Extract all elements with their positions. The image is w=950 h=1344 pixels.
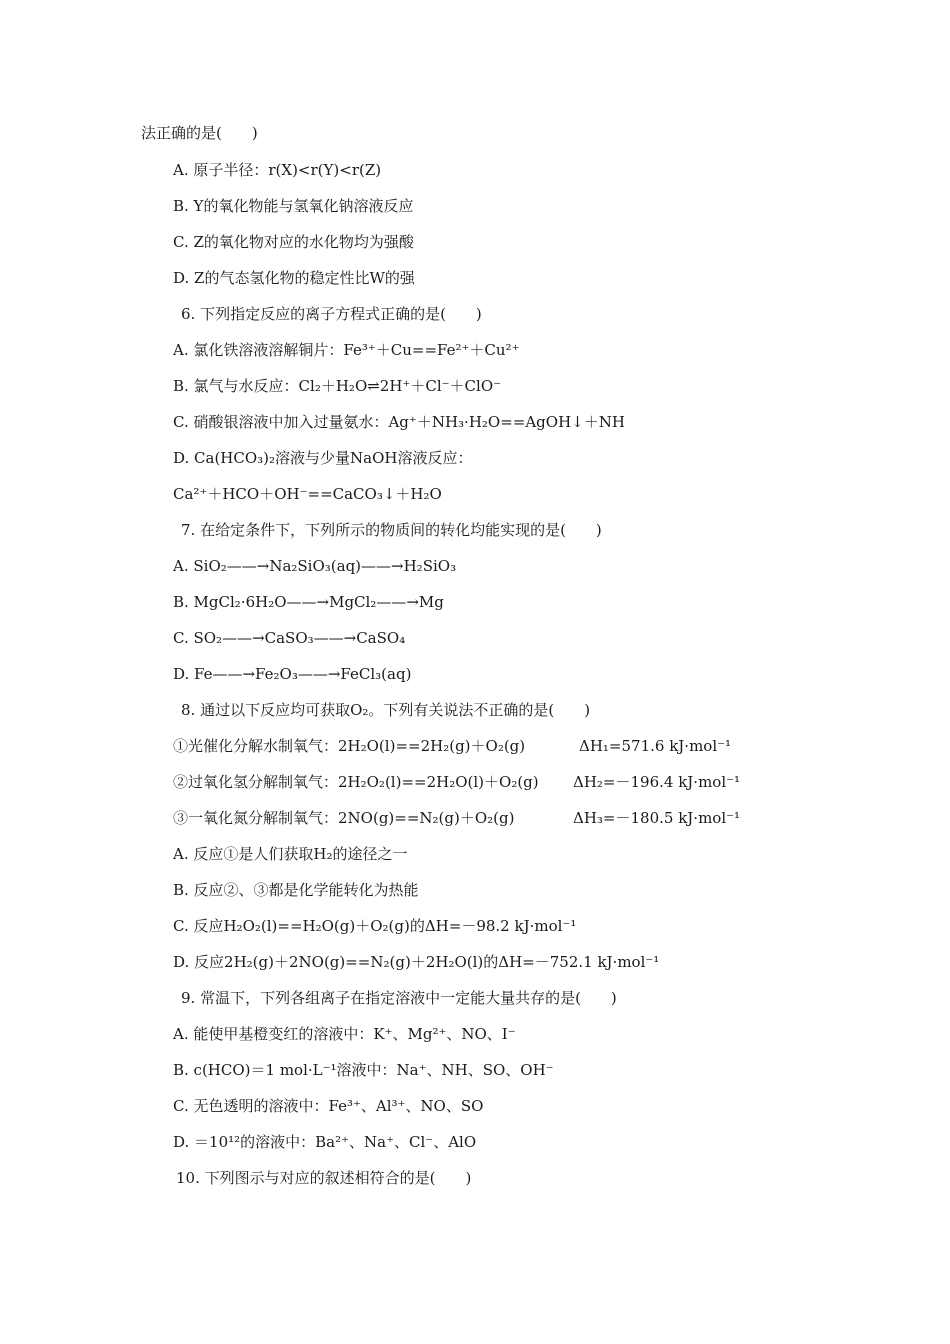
q7-option-b: B. MgCl₂·6H₂O——→MgCl₂——→Mg [173,593,444,611]
q6-option-d: D. Ca(HCO₃)₂溶液与少量NaOH溶液反应： [173,449,473,467]
q8-option-b: B. 反应②、③都是化学能转化为热能 [173,881,419,899]
q8-option-d: D. 反应2H₂(g)＋2NO(g)==N₂(g)＋2H₂O(l)的ΔH=－752.1 kJ·mol⁻¹ [173,953,660,971]
q6-option-a: A. 氯化铁溶液溶解铜片：Fe³⁺＋Cu==Fe²⁺＋Cu²⁺ [173,341,520,359]
q9-option-c: C. 无色透明的溶液中：Fe³⁺、Al³⁺、NO、SO [173,1097,484,1115]
question-6-stem: 6. 下列指定反应的离子方程式正确的是( ) [181,305,482,323]
question-8-stem: 8. 通过以下反应均可获取O₂。下列有关说法不正确的是( ) [181,701,591,719]
q9-option-d: D. ＝10¹²的溶液中：Ba²⁺、Na⁺、Cl⁻、AlO [173,1133,477,1151]
q8-reaction-2-enthalpy: ΔH₂=－196.4 kJ·mol⁻¹ [573,773,741,791]
q5-option-b: B. Y的氧化物能与氢氧化钠溶液反应 [173,197,414,215]
q8-reaction-3-enthalpy: ΔH₃=－180.5 kJ·mol⁻¹ [573,809,741,827]
question-5-stem-continuation: 法正确的是( ) [141,124,258,142]
q5-option-c: C. Z的氧化物对应的水化物均为强酸 [173,233,414,251]
q9-option-a: A. 能使甲基橙变红的溶液中：K⁺、Mg²⁺、NO、I⁻ [173,1025,516,1043]
question-7-stem: 7. 在给定条件下，下列所示的物质间的转化均能实现的是( ) [181,521,602,539]
q7-option-a: A. SiO₂——→Na₂SiO₃(aq)——→H₂SiO₃ [173,557,457,575]
question-9-stem: 9. 常温下，下列各组离子在指定溶液中一定能大量共存的是( ) [181,989,617,1007]
q9-option-b: B. c(HCO)＝1 mol·L⁻¹溶液中：Na⁺、NH、SO、OH⁻ [173,1061,554,1079]
q5-option-d: D. Z的气态氢化物的稳定性比W的强 [173,269,415,287]
q6-option-c: C. 硝酸银溶液中加入过量氨水：Ag⁺＋NH₃·H₂O==AgOH↓＋NH [173,413,625,431]
q8-option-c: C. 反应H₂O₂(l)==H₂O(g)＋O₂(g)的ΔH=－98.2 kJ·mol⁻¹ [173,917,577,935]
q8-reaction-1: ①光催化分解水制氧气：2H₂O(l)==2H₂(g)＋O₂(g) [173,737,526,755]
q7-option-d: D. Fe——→Fe₂O₃——→FeCl₃(aq) [173,665,412,683]
q8-option-a: A. 反应①是人们获取H₂的途径之一 [173,845,408,863]
q5-option-a: A. 原子半径：r(X)<r(Y)<r(Z) [173,161,382,179]
q8-reaction-1-enthalpy: ΔH₁=571.6 kJ·mol⁻¹ [579,737,732,755]
q6-option-d-equation: Ca²⁺＋HCO＋OH⁻==CaCO₃↓＋H₂O [173,485,442,503]
q8-reaction-3: ③一氧化氮分解制氧气：2NO(g)==N₂(g)＋O₂(g) [173,809,515,827]
q7-option-c: C. SO₂——→CaSO₃——→CaSO₄ [173,629,406,647]
q6-option-b: B. 氯气与水反应：Cl₂＋H₂O⇌2H⁺＋Cl⁻＋ClO⁻ [173,377,502,395]
q8-reaction-2: ②过氧化氢分解制氧气：2H₂O₂(l)==2H₂O(l)＋O₂(g) [173,773,539,791]
question-10-stem: 10. 下列图示与对应的叙述相符合的是( ) [176,1169,472,1187]
